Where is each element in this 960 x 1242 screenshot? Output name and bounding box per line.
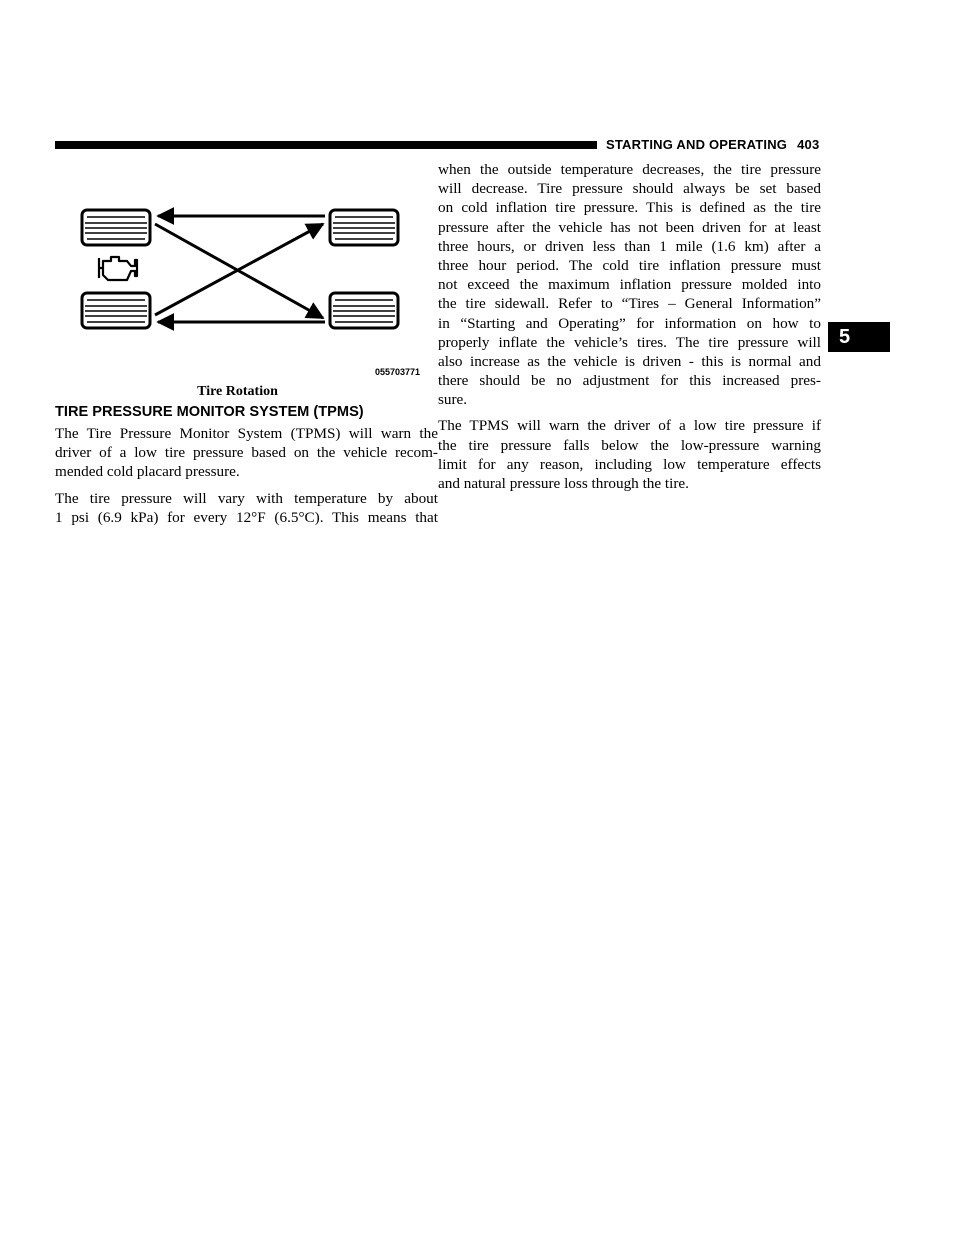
- text-line: the tire pressure falls below the low-pressure warning: [438, 436, 821, 454]
- running-header: [606, 137, 819, 152]
- text-line: limit for any reason, including low temperature effects: [438, 455, 821, 473]
- text-line: on cold inflation tire pressure. This is defined as the tire: [438, 199, 821, 217]
- figure-id: 055703771: [374, 367, 420, 377]
- text-line: three hour period. The cold tire inflation pressure must: [438, 256, 821, 274]
- text-line: sure.: [438, 391, 468, 409]
- figure-caption: Tire Rotation: [197, 384, 278, 399]
- engine-icon: [99, 257, 137, 280]
- paragraph: [55, 489, 438, 527]
- tire-rotation-diagram: [55, 160, 420, 392]
- text-line: will decrease. Tire pressure should always be set based: [438, 180, 821, 198]
- header-title: STARTING AND OPERATING: [606, 137, 788, 152]
- left-column: [55, 424, 438, 534]
- text-line: 1 psi (6.9 kPa) for every 12°F (6.5°C). This means that: [55, 508, 438, 526]
- paragraph: [55, 424, 438, 482]
- tire-icon: [330, 210, 398, 245]
- text-line: driver of a low tire pressure based on the vehicle recom-: [55, 444, 438, 462]
- text-line: The Tire Pressure Monitor System (TPMS) will warn the: [55, 425, 438, 442]
- text-line: there should be no adjustment for this increased pres-: [438, 372, 821, 390]
- tire-icon: [330, 293, 398, 328]
- text-line: The tire pressure will vary with temperature by about: [55, 489, 438, 507]
- section-heading: TIRE PRESSURE MONITOR SYSTEM (TPMS): [55, 404, 364, 420]
- tire-icon: [82, 293, 150, 328]
- text-line: when the outside temperature decreases, the tire pressure: [438, 161, 821, 178]
- tire-icon: [82, 210, 150, 245]
- tire-rotation-figure: [55, 160, 420, 399]
- text-line: pressure after the vehicle has not been driven for at least: [438, 218, 821, 236]
- chapter-tab: 5: [828, 322, 890, 352]
- text-line: also increase as the vehicle is driven - this is normal and: [438, 352, 821, 370]
- paragraph: [438, 160, 821, 409]
- text-line: The TPMS will warn the driver of a low tire pressure if: [438, 417, 821, 435]
- text-line: mended cold placard pressure.: [55, 463, 240, 481]
- text-line: three hours, or driven less than 1 mile (1.6 km) after a: [438, 237, 821, 255]
- arrow-icon: [155, 216, 325, 322]
- right-column: [438, 160, 821, 500]
- page-number: 403: [797, 137, 820, 152]
- paragraph: [438, 416, 821, 493]
- text-line: not exceed the maximum inflation pressure molded into: [438, 276, 821, 294]
- text-line: properly inflate the vehicle’s tires. The tire pressure will: [438, 333, 821, 351]
- text-line: in “Starting and Operating” for information on how to: [438, 314, 821, 332]
- header-rule: [55, 141, 597, 149]
- text-line: and natural pressure loss through the tire.: [438, 475, 689, 492]
- text-line: the tire sidewall. Refer to “Tires – General Information”: [438, 295, 821, 313]
